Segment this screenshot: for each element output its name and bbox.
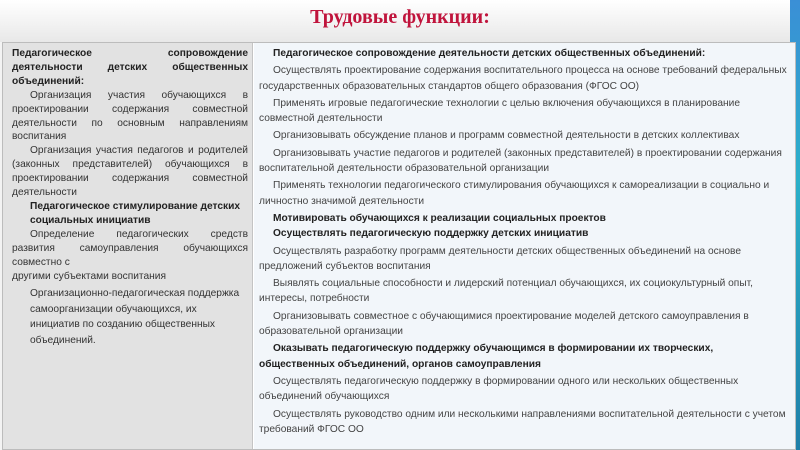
right-item: Применять технологии педагогического стимулирования обучающихся к самореализации в социально и личностно значимой деятельности: [259, 180, 770, 207]
left-column: [3, 43, 253, 449]
right-item: Организовывать совместное с обучающимися проектирование моделей детского самоуправления в образовательной организации: [259, 310, 749, 338]
left-item: Педагогическое стимулирование детских социальных инициатив: [30, 200, 241, 226]
right-item: Педагогическое сопровождение деятельности детских общественных объединений:: [273, 48, 706, 59]
left-item: Педагогическое сопровождение деятельности детских общественных объединений:: [12, 48, 248, 87]
left-item: Организация участия обучающихся в проектировании содержания совместной деятельности по основным направлениям воспитания: [12, 89, 248, 143]
functions-table: [2, 42, 796, 450]
right-item: Организовывать участие педагогов и родителей (законных представителей) в проектировании содержания воспитательной деятельности образовательной организации: [259, 147, 782, 175]
right-item: Осуществлять педагогическую поддержку детских инициатив: [273, 228, 589, 240]
right-item: Мотивировать обучающихся к реализации социальных проектов: [273, 212, 606, 224]
right-item: Оказывать педагогическую поддержку обучающимся в формировании их творческих, общественных объединений, органов самоуправления: [259, 343, 714, 370]
right-item: Организовывать обсуждение планов и программ совместной деятельности в детских коллективах: [273, 130, 740, 142]
right-item: Осуществлять проектирование содержания воспитательного процесса на основе требований федеральных государственных образовательных стандартов общего образования (ФГОС ОО): [259, 65, 787, 92]
right-item: Осуществлять руководство одним или несколькими направлениями воспитательной деятельности с учетом требований ФГОС ОО: [259, 408, 786, 435]
right-item: Осуществлять разработку программ деятельности детских общественных объединений на основе предложений субъектов воспитания: [259, 245, 741, 272]
page-title: Трудовые функции:: [310, 6, 490, 28]
right-item: Применять игровые педагогические технологии с целью включения обучающихся в планирование совместной деятельности: [259, 97, 741, 125]
left-item: другими субъектами воспитания: [12, 270, 166, 282]
right-item: Осуществлять педагогическую поддержку в формировании одного или нескольких общественных объединений обучающихся: [259, 375, 739, 403]
left-item: Определение педагогических средств развития самоуправления обучающихся совместно с: [12, 228, 248, 268]
right-item: Выявлять социальные способности и лидерский потенциал обучающихся, их социокультурный опыт, интересы, потребности: [259, 278, 754, 305]
left-item: Организация участия педагогов и родителей (законных представителей) обучающихся в проектировании содержания совместной деятельности: [12, 145, 248, 199]
right-column: [254, 43, 795, 449]
left-item: Организационно-педагогическая поддержка самоорганизации обучающихся, их инициатив по созданию общественных объединений.: [30, 288, 240, 346]
